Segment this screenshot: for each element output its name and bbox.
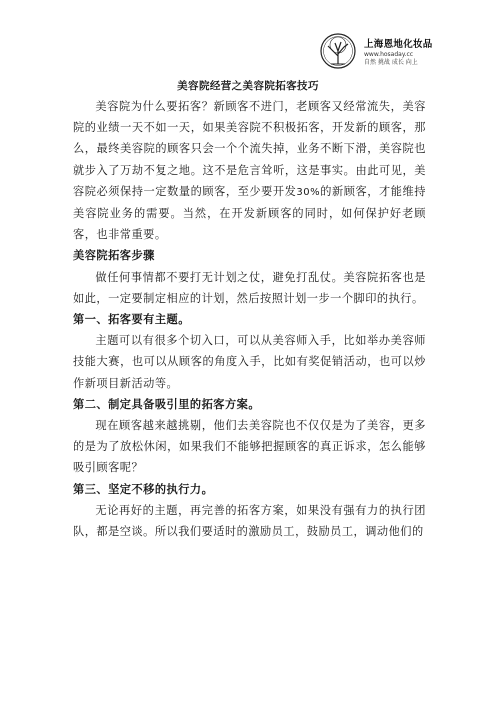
section-paragraph: 做任何事情都不要打无计划之仗，避免打乱仗。美容院拓客也是如此，一定要制定相应的计划，然后按照计划一步一个脚印的执行。 bbox=[73, 270, 426, 305]
step-1-heading: 第一、拓客要有主题。 bbox=[73, 312, 190, 327]
tree-logo-icon bbox=[318, 32, 358, 74]
company-website: www.hosaday.cc bbox=[364, 51, 414, 59]
company-name: 上海恩地化妆品 bbox=[364, 38, 433, 50]
step-2-paragraph: 现在顾客越来越挑剔，他们去美容院也不仅仅是为了美容，更多的是为了放松休闲，如果我们不能够把握顾客的真正诉求，怎么能够吸引顾客呢？ bbox=[73, 419, 426, 475]
intro-text-before: 美容院为什么要拓客？新顾客不进门，老顾客又经常流失，美容院的业绩一天不如一天，如果美容院不积极拓客，开发新的顾客，那么，最终美容院的顾客只会一个个流失掉，业务不断下滑，美容院也就步入了万劫不复之地。这不是危言耸听，这是事实。由此可见，美容院必须保持一定数量的顾客，至少要开发 bbox=[73, 100, 426, 198]
document-title: 美容院经营之美容院拓客技巧 bbox=[177, 80, 319, 92]
step-2-heading: 第二、制定具备吸引里的拓客方案。 bbox=[73, 396, 261, 411]
company-logo bbox=[318, 30, 443, 76]
step-3-paragraph: 无论再好的主题，再完善的拓客方案，如果没有强有力的执行团队，都是空谈。所以我们要适时的激励员工，鼓励员工，调动他们的 bbox=[73, 503, 426, 539]
intro-paragraph bbox=[73, 96, 426, 245]
section-heading: 美容院拓客步骤 bbox=[73, 248, 155, 263]
company-slogan: 自然 挑战 成长 向上 bbox=[364, 58, 418, 66]
step-3-heading: 第三、坚定不移的执行力。 bbox=[73, 481, 214, 496]
step-1-paragraph: 主题可以有很多个切入口，可以从美容师入手，比如举办美容师技能大赛，也可以从顾客的角度入手，比如有奖促销活动，也可以炒作新项目新活动等。 bbox=[73, 334, 426, 390]
document-body bbox=[73, 96, 426, 542]
intro-text-after: 的新顾客，才能维持美容院业务的需要。当然，在开发新顾客的同时，如何保护好老顾客，也非常重要。 bbox=[73, 184, 426, 242]
intro-percent: 30% bbox=[296, 186, 321, 198]
